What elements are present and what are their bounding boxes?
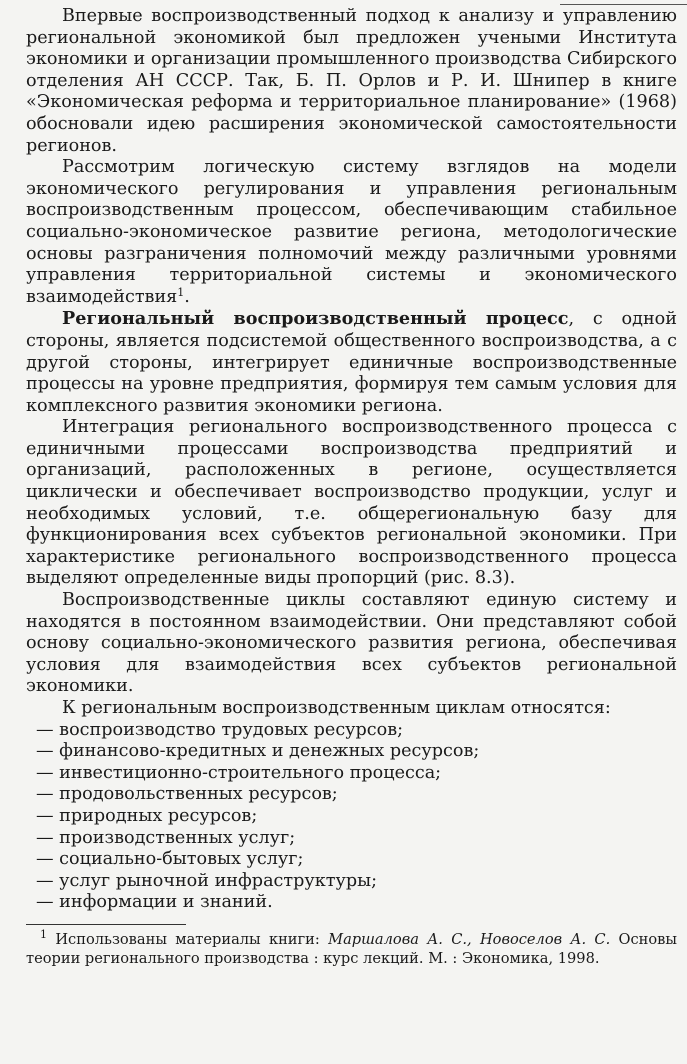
- footnote-authors: Маршалова А. С., Новоселов А. С.: [328, 930, 611, 948]
- paragraph-logic-system: Рассмотрим логическую систему взглядов на модели экономического регулирования и управления региональным воспроизводственным процессом, обеспечивающим стабильное социально-экономическое развитие региона, методологические основы разграничения полномочий между различными уровнями управления территориальной системы и экономического взаимодействия$^1$.: [26, 157, 677, 307]
- footnote-source: Основы теории регионального производства : курс лекций. М. : Экономика, 1998.: [26, 930, 677, 967]
- paragraph-cycles-intro: К региональным воспроизводственным циклам относятся:: [62, 698, 611, 718]
- footnote-reference[interactable]: 1: [177, 285, 185, 299]
- list-item: — производственных услуг;: [36, 827, 296, 848]
- list-item: — продовольственных ресурсов;: [36, 784, 338, 805]
- paragraph-regional-process: [26, 308, 677, 417]
- list-item: — услуг рыночной инфраструктуры;: [36, 870, 378, 891]
- paragraph-logic-text: Рассмотрим логическую систему взглядов на модели экономического регулирования и управления региональным воспроизводственным процессом, обеспечивающим стабильное социально-экономическое развитие региона, методологические основы разграничения полномочий между различными уровнями управления территориальной системы и экономического взаимодействия: [26, 157, 677, 307]
- list-item: — информации и знаний.: [36, 892, 273, 913]
- paragraph-history: Впервые воспроизводственный подход к анализу и управлению региональной экономикой был предложен учеными Института экономики и организации промышленного производства Сибирского отделения АН СССР. Так, Б. П. Орлов и Р. И. Шнипер в книге «Экономическая реформа и территориальное планирование» (1968) обосновали идею расширения экономической самостоятельности регионов.: [26, 6, 677, 156]
- footnote-divider: [26, 924, 186, 925]
- main-text: [26, 0, 677, 914]
- term-regional-process: Региональный воспроизводственный процесс: [62, 308, 569, 330]
- list-item: — финансово-кредитных и денежных ресурсов;: [36, 741, 480, 762]
- list-item: — природных ресурсов;: [36, 805, 258, 826]
- header-rule: [560, 4, 687, 5]
- paragraph-integration: Интеграция регионального воспроизводственного процесса с единичными процессами воспроизводства предприятий и организаций, расположенных в регионе, осуществляется циклически и обеспечивает воспроизводство продукции, услуг и необходимых условий, т.е. общерегиональную базу для функционирования всех субъектов региональной экономики. При характеристике регионального воспроизводственного процесса выделяют определенные виды пропорций (рис. 8.3).: [26, 417, 677, 589]
- list-item: — социально-бытовых услуг;: [36, 849, 304, 870]
- footnote: [26, 927, 677, 968]
- footnote-lead: Использованы материалы книги:: [55, 930, 329, 948]
- cycles-list: [26, 720, 677, 914]
- paragraph-cycles-system: Воспроизводственные циклы составляют единую систему и находятся в постоянном взаимодействии. Они представляют собой основу социально-экономического развития региона, обеспечивая условия для взаимодействия всех субъектов региональной экономики.: [26, 590, 677, 697]
- regional-process-definition: , с одной стороны, является подсистемой общественного воспроизводства, а с другой стороны, интегрирует единичные воспроизводственные процессы на уровне предприятия, формируя тем самым условия для комплексного развития экономики региона.: [26, 309, 677, 416]
- footnote-number: 1: [40, 927, 47, 941]
- list-item: — инвестиционно-строительного процесса;: [36, 762, 442, 783]
- list-item: — воспроизводство трудовых ресурсов;: [36, 719, 404, 740]
